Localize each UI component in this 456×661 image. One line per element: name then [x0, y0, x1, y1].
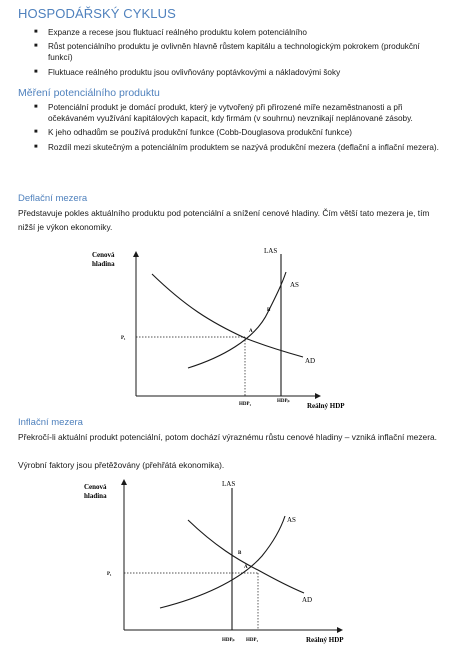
point-b-label: B	[238, 551, 242, 556]
list-item: ■ Růst potenciálního produktu je ovlivněn hlavně růstem kapitálu a technologickým pokrokem (produkční funkcí)	[34, 41, 439, 63]
list-item: ■ Rozdíl mezi skutečným a potenciálním produktem se nazývá produkční mezera (deflační a inflační mezera).	[34, 142, 439, 153]
list-item: ■ Expanze a recese jsou fluktuací reálného produktu kolem potenciálního	[34, 27, 439, 38]
point-a-label: A	[249, 329, 253, 334]
as-label: AS	[290, 281, 299, 289]
list-item: ■ Fluktuace reálného produktu jsou ovlivňovány poptávkovými a nákladovými šoky	[34, 67, 439, 78]
list-item: ■ Potenciální produkt je domácí produkt, který je vytvořený při přirozené míře nezaměstnanosti a při očekávaném využívání kapitálových kapacit, kdy firmám (v souhrnu) nevznikají neplánované zásoby.	[34, 102, 439, 124]
measurement-bullet-list	[34, 102, 439, 156]
ad-curve	[188, 520, 304, 593]
list-item: ■ K jeho odhadům se používá produkční funkce (Cobb-Douglasova produkční funkce)	[34, 127, 439, 138]
ad-label: AD	[302, 596, 313, 604]
intro-bullet-list	[34, 27, 439, 81]
hdp-potential-label: HDPₚ	[222, 638, 235, 643]
x-axis-title: Reálný HDP	[307, 402, 345, 410]
point-a-label: A	[244, 565, 248, 570]
price-label: P₁	[107, 572, 112, 577]
hdp-potential-label: HDPₚ	[277, 399, 290, 404]
las-label: LAS	[222, 480, 236, 488]
deflation-text: Představuje pokles aktuálního produktu pod potenciální a snížení cenové hladiny. Čím větší tato mezera je, tím nižší je výkon ekonomiky.	[18, 208, 430, 232]
point-b-label: B	[267, 308, 271, 313]
las-label: LAS	[264, 247, 278, 255]
deflation-gap-diagram	[0, 240, 456, 415]
as-curve	[188, 272, 286, 368]
hdp-actual-label: HDP₁	[239, 402, 252, 407]
y-axis-title: Cenová	[84, 483, 107, 491]
page-title: HOSPODÁŘSKÝ CYKLUS	[18, 6, 176, 21]
y-axis-title: hladina	[92, 260, 115, 268]
as-curve	[160, 516, 285, 608]
ad-label: AD	[305, 357, 316, 365]
y-axis-title: Cenová	[92, 251, 115, 259]
deflation-heading: Deflační mezera	[18, 193, 88, 204]
measurement-heading: Měření potenciálního produktu	[18, 87, 160, 99]
hdp-actual-label: HDP₁	[246, 638, 259, 643]
as-label: AS	[287, 516, 296, 524]
inflation-text: Výrobní faktory jsou přetěžovány (přehřátá ekonomika).	[18, 460, 225, 470]
price-label: P₁	[121, 336, 126, 341]
inflation-heading: Inflační mezera	[18, 417, 83, 428]
x-axis-title: Reálný HDP	[306, 636, 344, 644]
inflation-gap-diagram	[0, 476, 456, 656]
y-axis-title: hladina	[84, 492, 107, 500]
inflation-text: Překročí-li aktuální produkt potenciální, potom dochází výraznému růstu cenové hladiny – vzniká inflační mezera.	[18, 432, 437, 442]
